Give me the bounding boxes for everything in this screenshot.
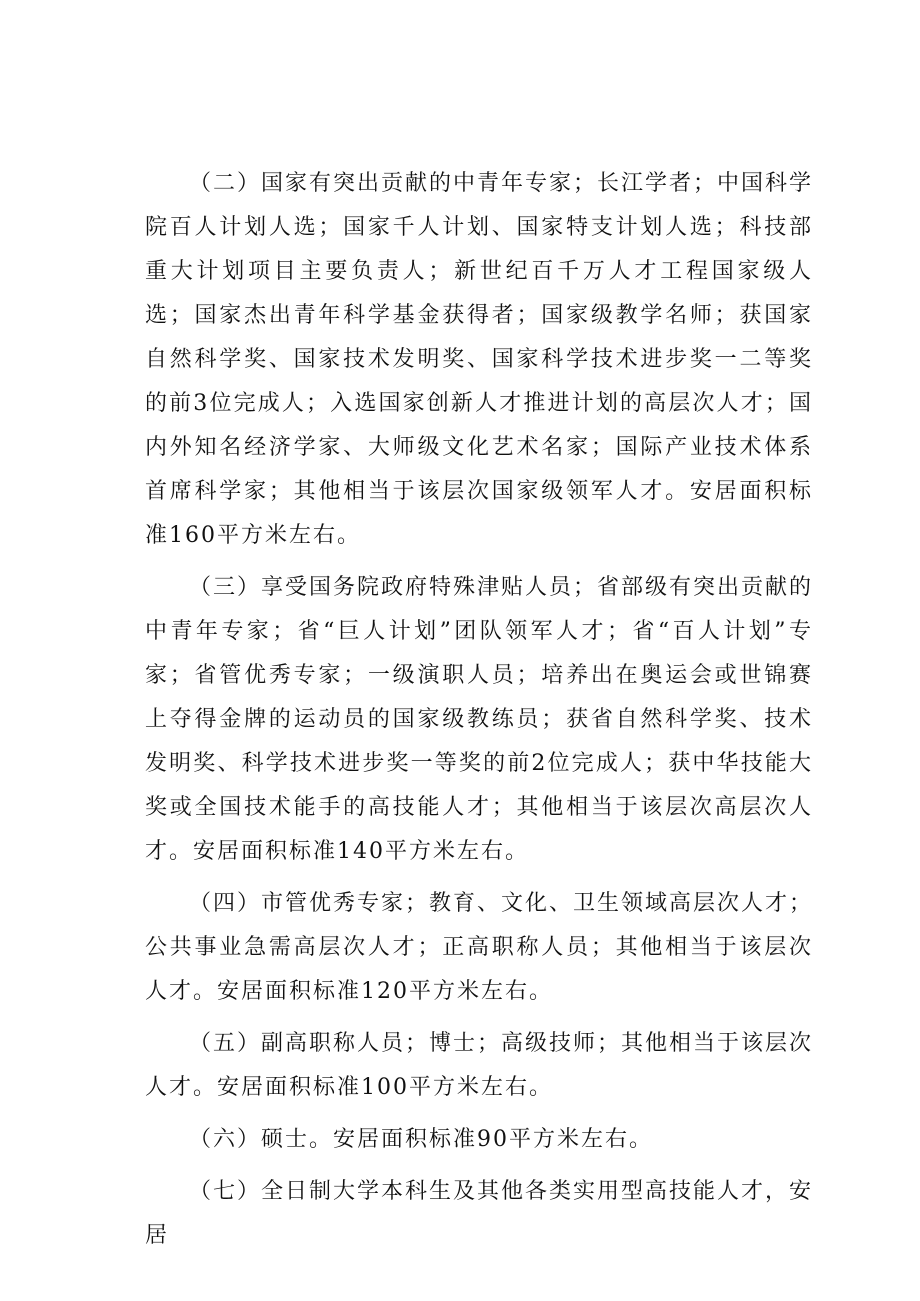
paragraph-2: （二）国家有突出贡献的中青年专家；长江学者；中国科学院百人计划人选；国家千人计划、国家特支计划人选；科技部重大计划项目主要负责人；新世纪百千万人才工程国家级人选；国家杰出青年科学基金获得者；国家级教学名师；获国家自然科学奖、国家技术发明奖、国家科学技术进步奖一二等奖的前3位完成人；入选国家创新人才推进计划的高层次人才；国内外知名经济学家、大师级文化艺术名家；国际产业技术体系首席科学家；其他相当于该层次国家级领军人才。安居面积标准160平方米左右。: [145, 171, 814, 548]
paragraph-3: （三）享受国务院政府特殊津贴人员；省部级有突出贡献的中青年专家；省“巨人计划”团队领军人才；省“百人计划”专家；省管优秀专家；一级演职人员；培养出在奥运会或世锦赛上夺得金牌的运动员的国家级教练员；获省自然科学奖、技术发明奖、科学技术进步奖一等奖的前2位完成人；获中华技能大奖或全国技术能手的高技能人才；其他相当于该层次高层次人才。安居面积标准140平方米左右。: [145, 575, 814, 864]
document-body: [145, 162, 813, 1258]
paragraph-5: （五）副高职称人员；博士；高级技师；其他相当于该层次人才。安居面积标准100平方米左右。: [145, 1031, 814, 1100]
paragraph-6: （六）硕士。安居面积标准90平方米左右。: [189, 1127, 653, 1152]
paragraph-7: （七）全日制大学本科生及其他各类实用型高技能人才，安居: [145, 1179, 814, 1248]
paragraph-4: （四）市管优秀专家；教育、文化、卫生领域高层次人才；公共事业急需高层次人才；正高职称人员；其他相当于该层次人才。安居面积标准120平方米左右。: [145, 891, 814, 1004]
